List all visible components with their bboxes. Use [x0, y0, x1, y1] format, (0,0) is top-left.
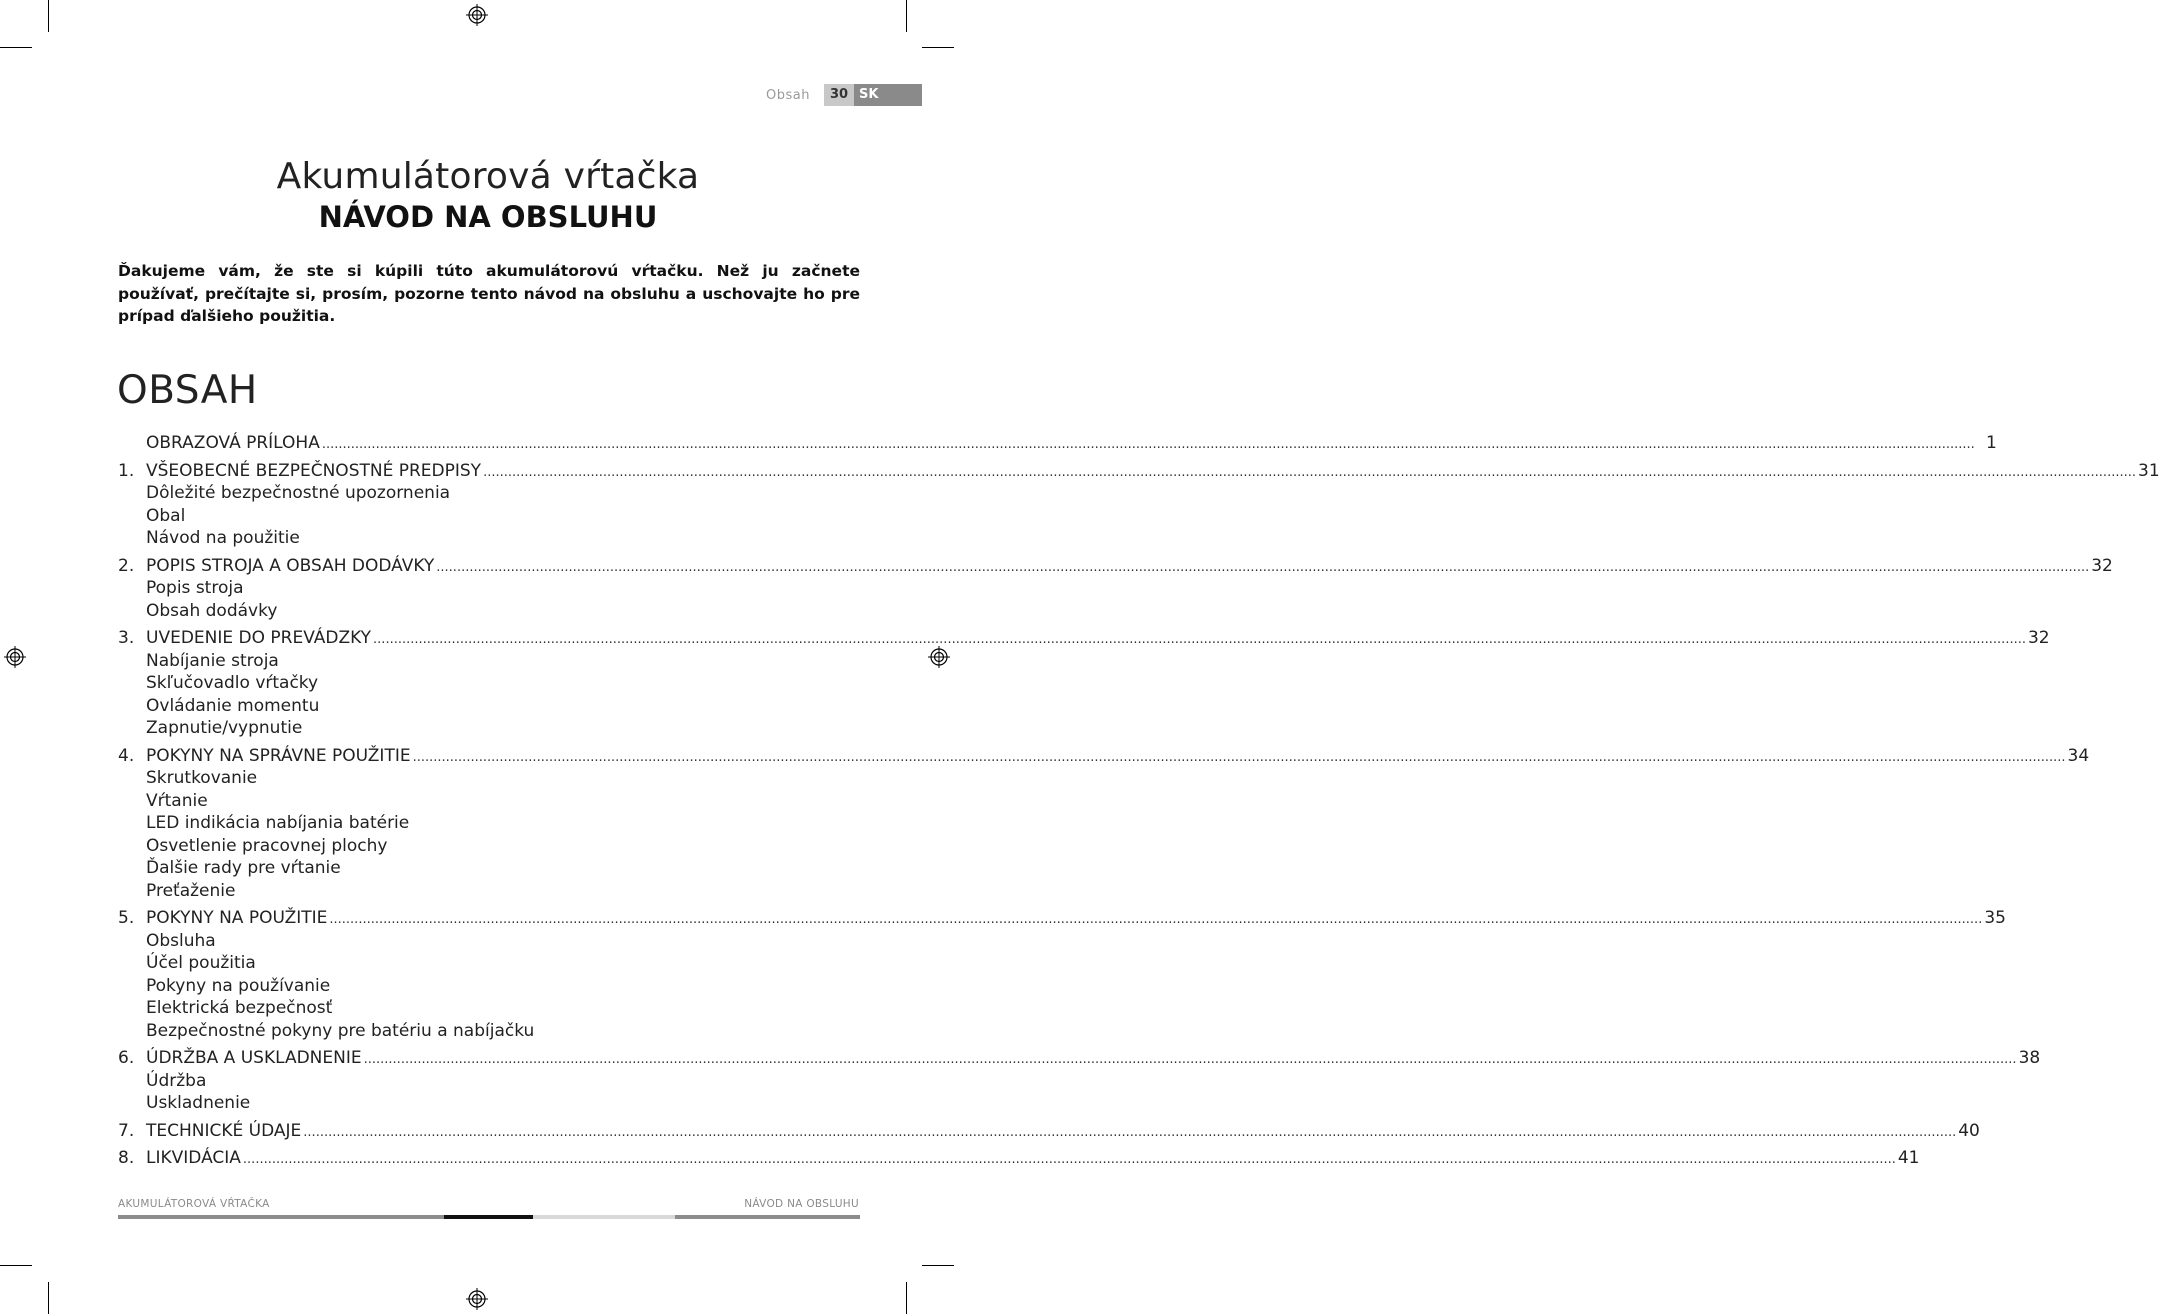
- language-code: SK: [854, 84, 922, 106]
- toc-leader-dots: ................................................................................................................................................................................................................................................................................................................................................................................................................: [321, 437, 1975, 452]
- toc-subentry[interactable]: Vŕtanie: [146, 790, 208, 811]
- toc-entry-title: ÚDRŽBA A USKLADNENIE: [146, 1048, 362, 1068]
- toc-section: [118, 460, 2160, 550]
- crop-mark-bottom-right-v: [906, 1282, 907, 1314]
- toc-entry-title: POPIS STROJA A OBSAH DODÁVKY: [146, 555, 435, 576]
- toc-entry[interactable]: [118, 432, 1997, 455]
- crop-mark-bottom-left-h: [0, 1265, 32, 1266]
- crop-mark-top-left-h: [0, 47, 32, 48]
- table-of-contents: [118, 432, 2160, 1175]
- footer-bar-segment: [675, 1215, 860, 1219]
- toc-entry-page: 31: [2138, 460, 2160, 481]
- toc-entry-page: 40: [1958, 1120, 1980, 1141]
- document-title: Akumulátorová vŕtačka: [276, 156, 700, 197]
- toc-entry-page: 35: [1984, 908, 2006, 928]
- toc-entry-number: 6.: [118, 1048, 135, 1068]
- toc-section: [118, 907, 2006, 1042]
- toc-section: [118, 745, 2090, 903]
- section-label: Obsah: [766, 87, 810, 103]
- toc-subentry[interactable]: Elektrická bezpečnosť: [146, 998, 333, 1018]
- toc-entry[interactable]: [118, 1120, 1980, 1143]
- toc-entry-page: 1: [1985, 433, 1997, 453]
- toc-subentry[interactable]: Údržba: [146, 1070, 207, 1091]
- toc-entry-number: 1.: [118, 460, 135, 481]
- crop-mark-top-right-v: [906, 0, 907, 32]
- toc-subentry[interactable]: Popis stroja: [146, 578, 244, 598]
- toc-subentry[interactable]: Bezpečnostné pokyny pre batériu a nabíjačku: [146, 1020, 535, 1041]
- toc-entry[interactable]: [118, 1147, 1920, 1170]
- toc-entry[interactable]: [118, 745, 2090, 768]
- toc-entry-page: 38: [2018, 1048, 2041, 1068]
- crop-mark-bottom-right-h: [922, 1265, 954, 1266]
- registration-mark-icon: [466, 1288, 488, 1310]
- footer-product-name: AKUMULÁTOROVÁ VŔTAČKA: [118, 1198, 270, 1210]
- toc-leader-dots: ................................................................................................................................................................................................................................................................................................................................................................................................................: [242, 1152, 1896, 1167]
- toc-subentry[interactable]: Ďalšie rady pre vŕtanie: [146, 858, 341, 878]
- footer-bar-segment: [533, 1215, 675, 1219]
- toc-heading: OBSAH: [117, 368, 258, 413]
- toc-entry-page: 34: [2067, 745, 2090, 766]
- toc-entry-number: 4.: [118, 745, 135, 766]
- toc-entry-title: TECHNICKÉ ÚDAJE: [146, 1120, 302, 1141]
- toc-subentry[interactable]: Skrutkovanie: [146, 768, 258, 788]
- toc-entry-number: 2.: [118, 555, 135, 576]
- registration-mark-icon: [466, 4, 488, 26]
- toc-entry[interactable]: [118, 460, 2160, 483]
- toc-leader-dots: ................................................................................................................................................................................................................................................................................................................................................................................................................: [436, 559, 2090, 575]
- toc-entry-number: 5.: [118, 908, 135, 928]
- toc-section: [118, 627, 2050, 740]
- toc-subentry[interactable]: Dôležité bezpečnostné upozornenia: [146, 483, 451, 503]
- toc-leader-dots: ................................................................................................................................................................................................................................................................................................................................................................................................................: [363, 1052, 2017, 1067]
- toc-subentry[interactable]: Preťaženie: [146, 880, 236, 901]
- toc-subentry[interactable]: LED indikácia nabíjania batérie: [146, 813, 410, 833]
- toc-subentry[interactable]: Obsluha: [146, 930, 216, 951]
- toc-entry[interactable]: [118, 1047, 2041, 1070]
- toc-subentry[interactable]: Nabíjanie stroja: [146, 650, 279, 671]
- toc-section: [118, 1147, 1920, 1170]
- registration-mark-icon: [4, 646, 26, 668]
- toc-entry-title: POKYNY NA SPRÁVNE POUŽITIE: [146, 745, 411, 766]
- toc-entry[interactable]: [118, 555, 2113, 578]
- toc-subentry[interactable]: Osvetlenie pracovnej plochy: [146, 835, 388, 856]
- page-number: 30: [824, 84, 854, 106]
- toc-entry-number: 3.: [118, 628, 135, 648]
- toc-subentry[interactable]: Ovládanie momentu: [146, 695, 320, 716]
- document-subtitle: NÁVOD NA OBSLUHU: [318, 200, 658, 234]
- toc-entry-number: 8.: [118, 1148, 135, 1168]
- toc-entry-title: OBRAZOVÁ PRÍLOHA: [146, 433, 320, 453]
- page-header-tag: [766, 84, 922, 106]
- toc-subentry[interactable]: Obsah dodávky: [146, 600, 278, 621]
- toc-entry-title: VŠEOBECNÉ BEZPEČNOSTNÉ PREDPISY: [146, 460, 482, 481]
- crop-mark-top-right-h: [922, 47, 954, 48]
- toc-subentry[interactable]: Skľučovadlo vŕtačky: [146, 673, 319, 693]
- toc-subentry[interactable]: Zapnutie/vypnutie: [146, 718, 303, 738]
- toc-leader-dots: ................................................................................................................................................................................................................................................................................................................................................................................................................: [483, 464, 2136, 480]
- toc-subentry[interactable]: Pokyny na používanie: [146, 975, 331, 996]
- toc-section: [118, 1120, 1980, 1143]
- toc-subentry[interactable]: Účel použitia: [146, 953, 256, 973]
- footer-bar-segment: [444, 1215, 533, 1219]
- toc-leader-dots: ................................................................................................................................................................................................................................................................................................................................................................................................................: [329, 912, 1983, 927]
- toc-entry-title: UVEDENIE DO PREVÁDZKY: [146, 628, 372, 648]
- toc-entry-page: 32: [2027, 628, 2050, 648]
- toc-entry-page: 32: [2091, 555, 2113, 576]
- toc-section: [118, 555, 2113, 623]
- toc-leader-dots: ................................................................................................................................................................................................................................................................................................................................................................................................................: [373, 632, 2026, 647]
- toc-entry-title: POKYNY NA POUŽITIE: [146, 908, 328, 928]
- toc-subentry[interactable]: Obal: [146, 505, 186, 526]
- toc-entry-title: LIKVIDÁCIA: [146, 1148, 241, 1168]
- intro-paragraph: Ďakujeme vám, že ste si kúpili túto akumulátorovú vŕtačku. Než ju začnete používať, prečítajte si, prosím, pozorne tento návod na obsluhu a uschovajte ho pre prípad ďalšieho použitia.: [118, 262, 860, 325]
- toc-entry-page: 41: [1897, 1148, 1920, 1168]
- toc-subentry[interactable]: Návod na použitie: [146, 528, 300, 548]
- footer-bar-segment: [118, 1215, 444, 1219]
- crop-mark-bottom-left-v: [48, 1282, 49, 1314]
- toc-leader-dots: ................................................................................................................................................................................................................................................................................................................................................................................................................: [412, 749, 2066, 765]
- toc-entry[interactable]: [118, 627, 2050, 650]
- toc-section: [118, 432, 1997, 455]
- toc-entry-number: 7.: [118, 1120, 135, 1141]
- toc-subentry[interactable]: Uskladnenie: [146, 1093, 251, 1113]
- toc-leader-dots: ................................................................................................................................................................................................................................................................................................................................................................................................................: [303, 1124, 1957, 1140]
- crop-mark-top-left-v: [48, 0, 49, 32]
- footer-document-name: NÁVOD NA OBSLUHU: [744, 1198, 859, 1210]
- toc-section: [118, 1047, 2041, 1115]
- toc-entry[interactable]: [118, 907, 2006, 930]
